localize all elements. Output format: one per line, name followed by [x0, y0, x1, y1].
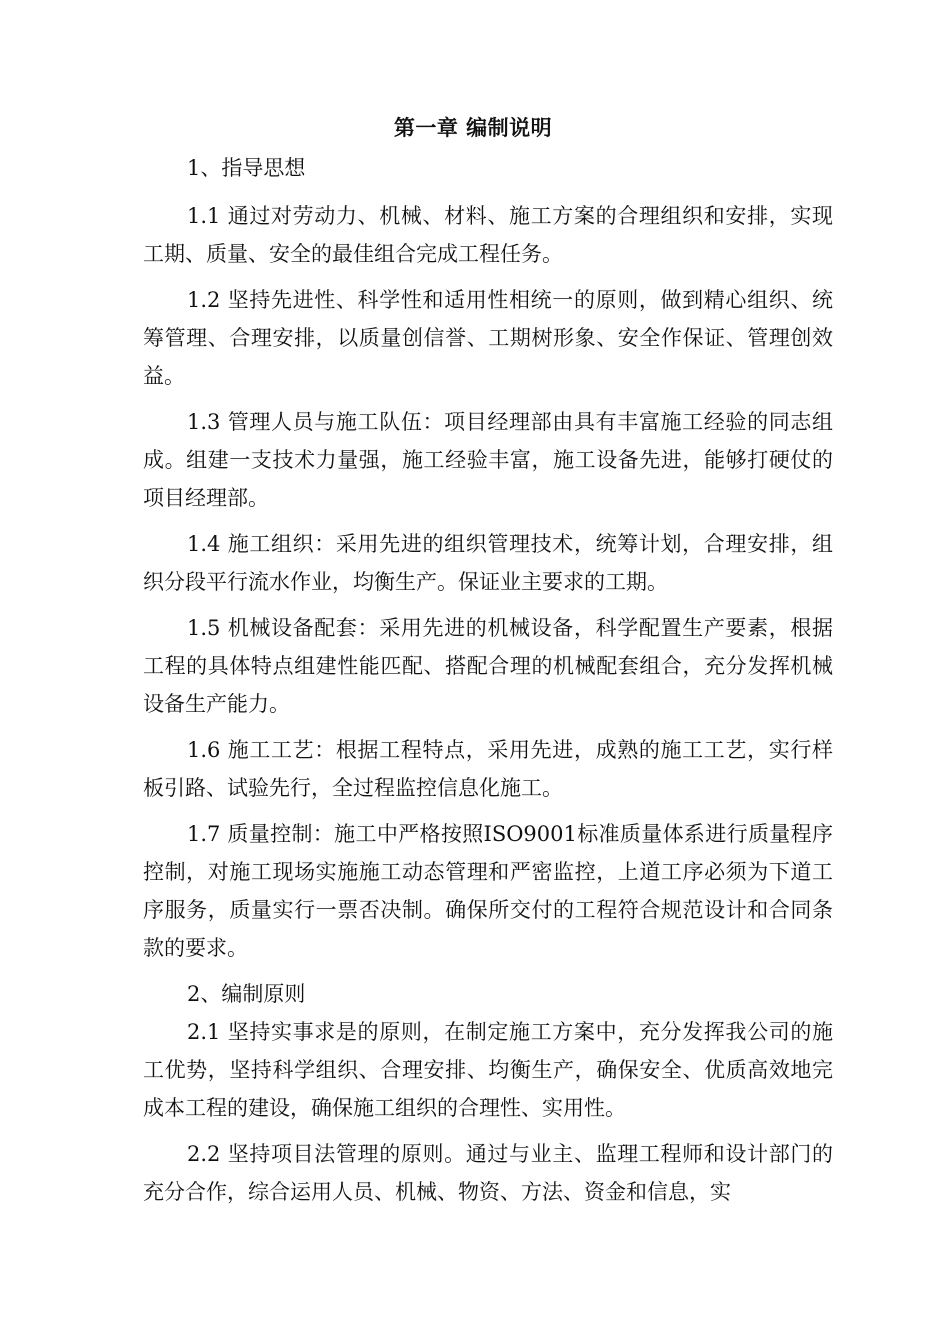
- paragraph-2-2: 2.2 坚持项目法管理的原则。通过与业主、监理工程师和设计部门的充分合作，综合运用人员、机械、物资、方法、资金和信息，实: [143, 1142, 833, 1204]
- paragraph-1-4: 1.4 施工组织：采用先进的组织管理技术，统筹计划，合理安排，组织分段平行流水作业，均衡生产。保证业主要求的工期。: [143, 532, 833, 594]
- paragraph-2-1: 2.1 坚持实事求是的原则，在制定施工方案中，充分发挥我公司的施工优势，坚持科学组织、合理安排、均衡生产，确保安全、优质高效地完成本工程的建设，确保施工组织的合理性、实用性。: [143, 1020, 833, 1120]
- paragraph-1-2: 1.2 坚持先进性、科学性和适用性相统一的原则，做到精心组织、统筹管理、合理安排，以质量创信誉、工期树形象、安全作保证、管理创效益。: [143, 288, 833, 388]
- paragraph-1-3: 1.3 管理人员与施工队伍：项目经理部由具有丰富施工经验的同志组成。组建一支技术力量强，施工经验丰富，施工设备先进，能够打硬仗的项目经理部。: [143, 410, 833, 510]
- paragraph-1-6: 1.6 施工工艺：根据工程特点，采用先进，成熟的施工工艺，实行样板引路、试验先行，全过程监控信息化施工。: [143, 738, 833, 800]
- section-heading-1: 1、指导思想: [187, 156, 306, 180]
- paragraph-1-5: 1.5 机械设备配套：采用先进的机械设备，科学配置生产要素，根据工程的具体特点组建性能匹配、搭配合理的机械配套组合，充分发挥机械设备生产能力。: [143, 616, 833, 716]
- chapter-title: 第一章 编制说明: [393, 116, 553, 140]
- section-heading-2: 2、编制原则: [187, 982, 306, 1006]
- paragraph-1-1: 1.1 通过对劳动力、机械、材料、施工方案的合理组织和安排，实现工期、质量、安全的最佳组合完成工程任务。: [143, 204, 833, 266]
- paragraph-1-7: 1.7 质量控制：施工中严格按照ISO9001标准质量体系进行质量程序控制，对施工现场实施施工动态管理和严密监控，上道工序必须为下道工序服务，质量实行一票否决制。确保所交付的工程符合规范设计和合同条款的要求。: [143, 822, 833, 960]
- document-body: [143, 112, 833, 1211]
